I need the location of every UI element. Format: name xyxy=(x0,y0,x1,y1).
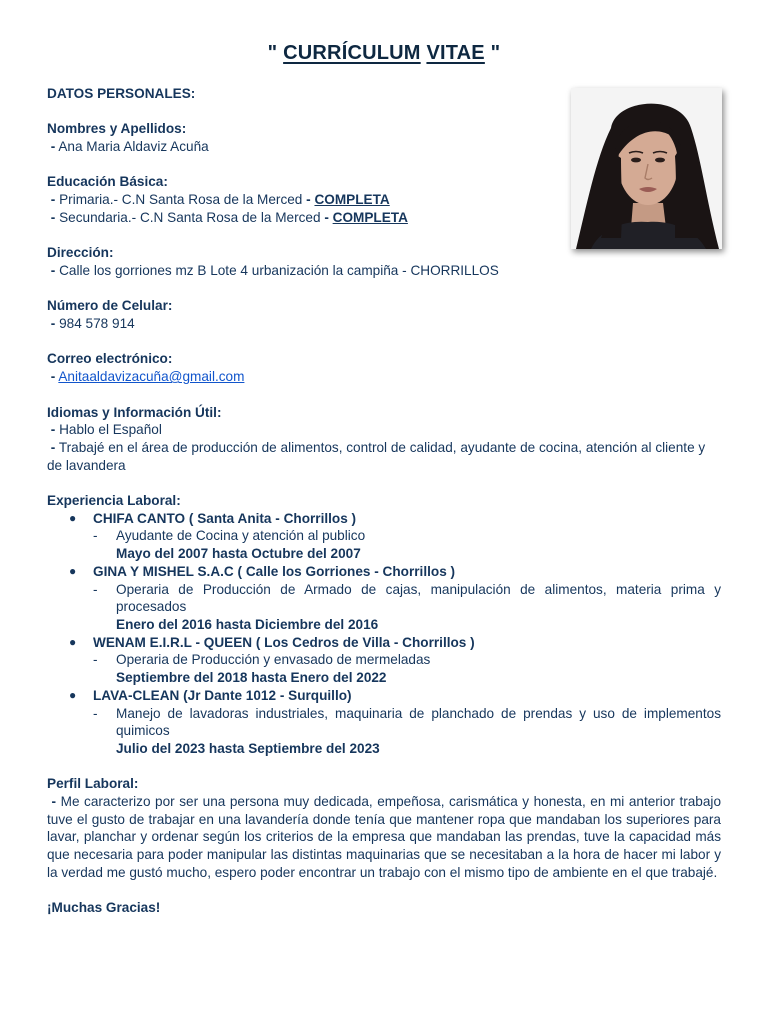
job-period: Enero del 2016 hasta Diciembre del 2016 xyxy=(116,616,379,632)
experience-list xyxy=(47,510,721,758)
job-role: - Operaria de Producción y envasado de mermeladas xyxy=(93,652,431,668)
job-role: - Operaria de Producción de Armado de cajas, manipulación de alimentos, materia prima y procesados xyxy=(93,581,721,615)
job-role: - Ayudante de Cocina y atención al publico xyxy=(93,528,366,544)
address-value: Calle los gorriones mz B Lote 4 urbanización la campiña - CHORRILLOS xyxy=(59,262,499,278)
names-value: Ana Maria Aldaviz Acuña xyxy=(58,139,209,155)
bullet-icon: ● xyxy=(69,687,77,702)
title-word-curriculum: CURRÍCULUM xyxy=(283,42,421,64)
job-item xyxy=(47,563,721,634)
status-secondary: COMPLETA xyxy=(332,209,408,225)
document-title: " CURRÍCULUM VITAE " xyxy=(267,42,501,64)
phone-value-line: - 984 578 914 xyxy=(50,316,135,332)
education-primary: - Primaria.- C.N Santa Rosa de la Merced - COMPLETA xyxy=(50,192,390,208)
section-heading-profile: Perfil Laboral: xyxy=(47,776,139,792)
phone-value: 984 578 914 xyxy=(59,316,135,332)
email-link[interactable]: Anitaaldavizacuña@gmail.com xyxy=(58,369,245,385)
address-value-line: - Calle los gorriones mz B Lote 4 urbanización la campiña - CHORRILLOS xyxy=(50,262,499,278)
education-label: Educación Básica: xyxy=(47,174,168,190)
names-value-line: - Ana Maria Aldaviz Acuña xyxy=(50,139,209,155)
section-heading-experience: Experiencia Laboral: xyxy=(47,493,181,509)
job-item xyxy=(47,687,721,758)
job-company: CHIFA CANTO ( Santa Anita - Chorrillos ) xyxy=(93,510,357,526)
job-period: Septiembre del 2018 hasta Enero del 2022 xyxy=(116,670,387,686)
job-company: LAVA-CLEAN (Jr Dante 1012 - Surquillo) xyxy=(93,687,352,703)
job-role: - Manejo de lavadoras industriales, maquinaria de planchado de prendas y uso de implementos quimicos xyxy=(93,705,721,739)
job-company: GINA Y MISHEL S.A.C ( Calle los Gorriones - Chorrillos ) xyxy=(93,563,456,579)
address-label: Dirección: xyxy=(47,245,114,261)
job-item xyxy=(47,634,721,687)
phone-label: Número de Celular: xyxy=(47,298,173,314)
languages-line1: - Hablo el Español xyxy=(50,422,162,438)
job-period: Mayo del 2007 hasta Octubre del 2007 xyxy=(116,546,361,562)
closing-text: ¡Muchas Gracias! xyxy=(47,900,161,916)
title-word-vitae: VITAE xyxy=(426,42,485,64)
languages-line2: - Trabajé en el área de producción de alimentos, control de calidad, ayudante de cocina, atención al cliente y de lavandera xyxy=(47,439,706,473)
bullet-icon: ● xyxy=(69,634,77,649)
email-value-line: - Anitaaldavizacuña@gmail.com xyxy=(50,369,245,385)
names-label: Nombres y Apellidos: xyxy=(47,121,187,137)
email-label: Correo electrónico: xyxy=(47,351,173,367)
section-heading-personal: DATOS PERSONALES: xyxy=(47,86,196,101)
job-period: Julio del 2023 hasta Septiembre del 2023 xyxy=(116,740,380,756)
bullet-icon: ● xyxy=(69,563,77,578)
job-item xyxy=(47,510,721,563)
portrait-image xyxy=(571,88,722,249)
job-company: WENAM E.I.R.L - QUEEN ( Los Cedros de Villa - Chorrillos ) xyxy=(93,634,475,650)
profile-photo xyxy=(571,88,722,249)
bullet-icon: ● xyxy=(69,510,77,525)
languages-label: Idiomas y Información Útil: xyxy=(47,404,222,420)
profile-text: - Me caracterizo por ser una persona muy dedicada, empeñosa, carismática y honesta, en mi anterior trabajo tuve el gusto de trabajar en una lavandería donde tenía que mantener ropa que mandaban los superiores para lavar, planchar y ordenar según los criterios de la empresa que mandaban las prendas, tuve la capacidad más que necesaria para poder manipular las distintas maquinarias que se necesitaban a la hora de hacer mi labor y la verdad me gustó mucho, espero poder encontrar un trabajo con el mismo tipo de ambiente en el que trabajé. xyxy=(47,794,722,880)
status-primary: COMPLETA xyxy=(314,192,390,208)
education-secondary: - Secundaria.- C.N Santa Rosa de la Merced - COMPLETA xyxy=(50,209,408,225)
